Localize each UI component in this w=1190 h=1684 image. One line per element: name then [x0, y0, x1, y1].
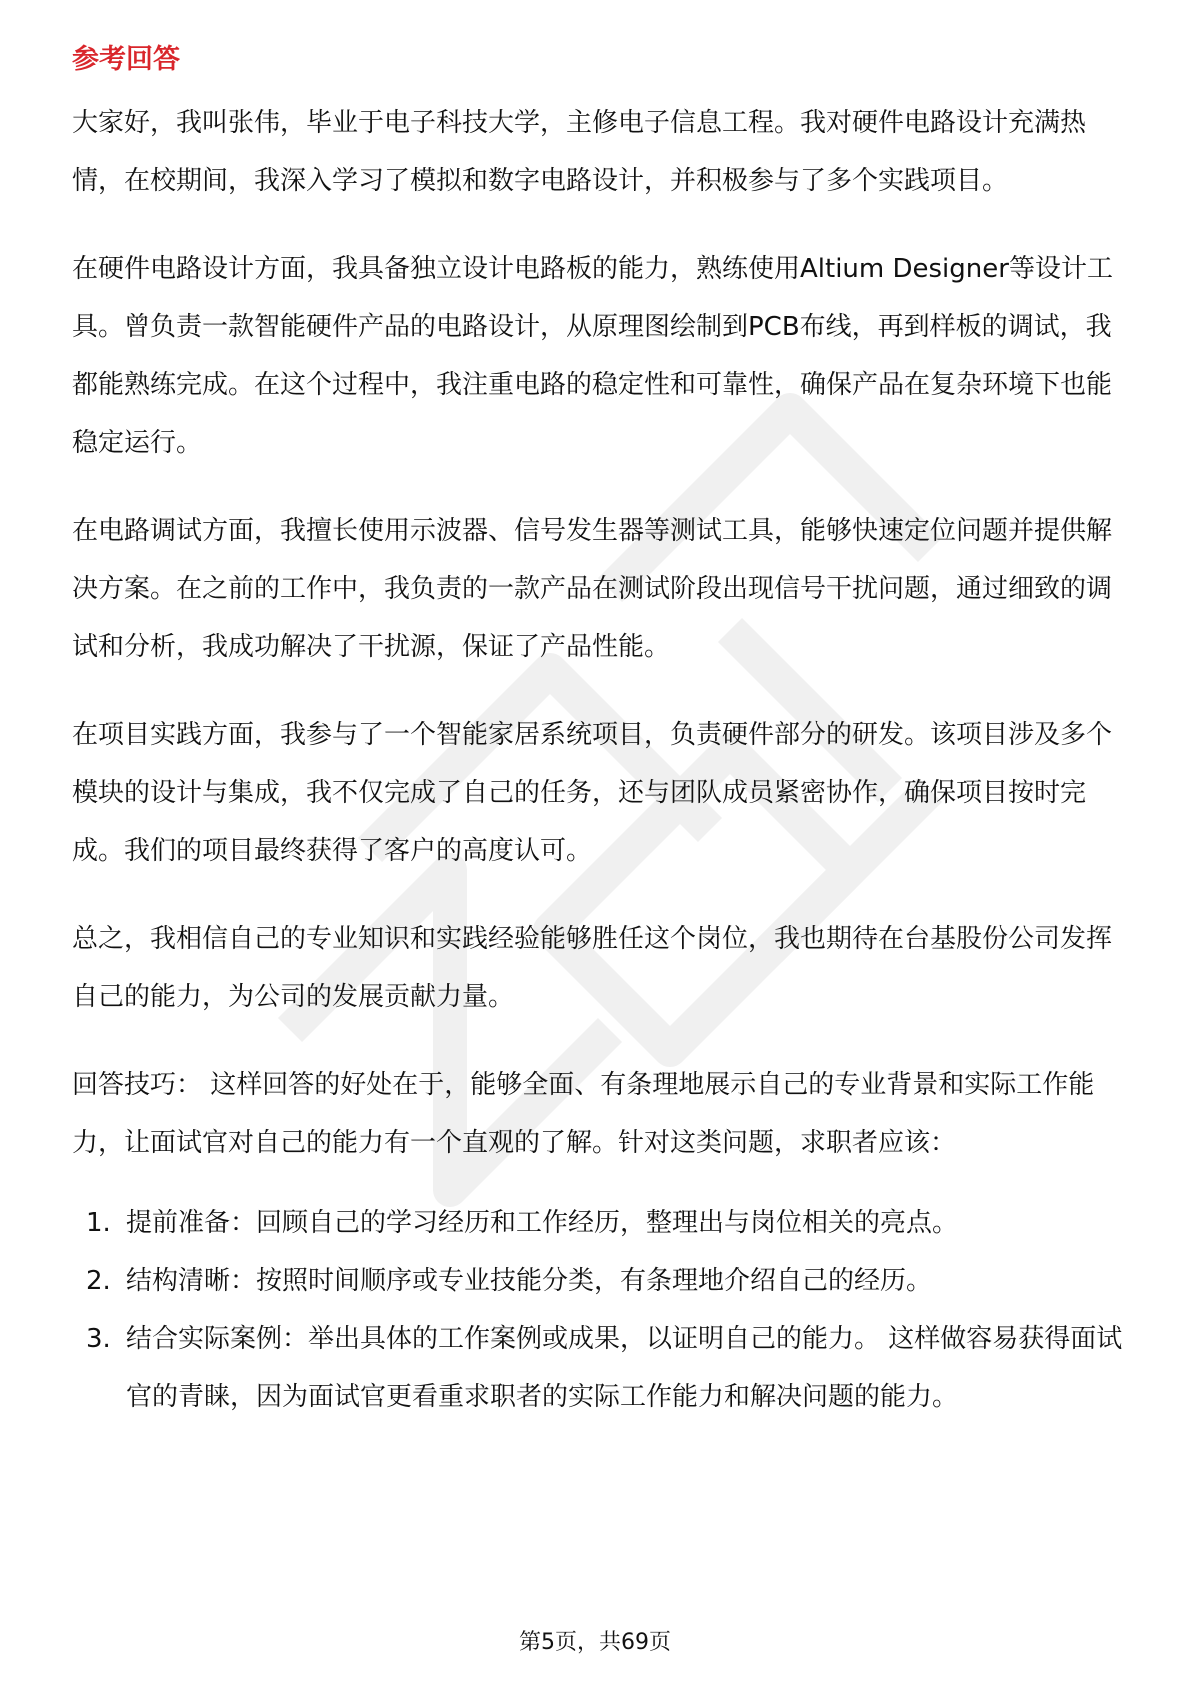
list-text: 结合实际案例：举出具体的工作案例或成果，以证明自己的能力。 这样做容易获得面试官的青睐，因为面试官更看重求职者的实际工作能力和解决问题的能力。 [126, 1324, 1123, 1412]
list-text: 提前准备：回顾自己的学习经历和工作经历，整理出与岗位相关的亮点。 [126, 1208, 959, 1238]
section-heading: 参考回答 [72, 44, 180, 75]
page-footer: 第5页，共69页 [519, 1630, 671, 1655]
list-number: 2. [86, 1266, 111, 1296]
list-item [72, 1310, 1128, 1426]
list-text: 结构清晰：按照时间顺序或专业技能分类，有条理地介绍自己的经历。 [126, 1266, 933, 1296]
document-body [72, 40, 1128, 1426]
tips-list [72, 1194, 1128, 1426]
paragraph: 在项目实践方面，我参与了一个智能家居系统项目，负责硬件部分的研发。该项目涉及多个模块的设计与集成，我不仅完成了自己的任务，还与团队成员紧密协作，确保项目按时完成。我们的项目最终获得了客户的高度认可。 [72, 720, 1113, 866]
answer-tips: 回答技巧： 这样回答的好处在于，能够全面、有条理地展示自己的专业背景和实际工作能力，让面试官对自己的能力有一个直观的了解。针对这类问题，求职者应该： [72, 1070, 1095, 1158]
list-item [72, 1194, 1128, 1252]
list-number: 3. [86, 1324, 111, 1354]
paragraph: 在电路调试方面，我擅长使用示波器、信号发生器等测试工具，能够快速定位问题并提供解决方案。在之前的工作中，我负责的一款产品在测试阶段出现信号干扰问题，通过细致的调试和分析，我成功解决了干扰源，保证了产品性能。 [72, 516, 1113, 662]
paragraph: 大家好，我叫张伟，毕业于电子科技大学，主修电子信息工程。我对硬件电路设计充满热情，在校期间，我深入学习了模拟和数字电路设计，并积极参与了多个实践项目。 [72, 108, 1087, 196]
list-item [72, 1252, 1128, 1310]
paragraph: 总之，我相信自己的专业知识和实践经验能够胜任这个岗位，我也期待在台基股份公司发挥自己的能力，为公司的发展贡献力量。 [72, 924, 1113, 1012]
paragraph: 在硬件电路设计方面，我具备独立设计电路板的能力，熟练使用Altium Designer等设计工具。曾负责一款智能硬件产品的电路设计，从原理图绘制到PCB布线，再到样板的调试，我都能熟练完成。在这个过程中，我注重电路的稳定性和可靠性，确保产品在复杂环境下也能稳定运行。 [72, 254, 1113, 458]
list-number: 1. [86, 1208, 111, 1238]
